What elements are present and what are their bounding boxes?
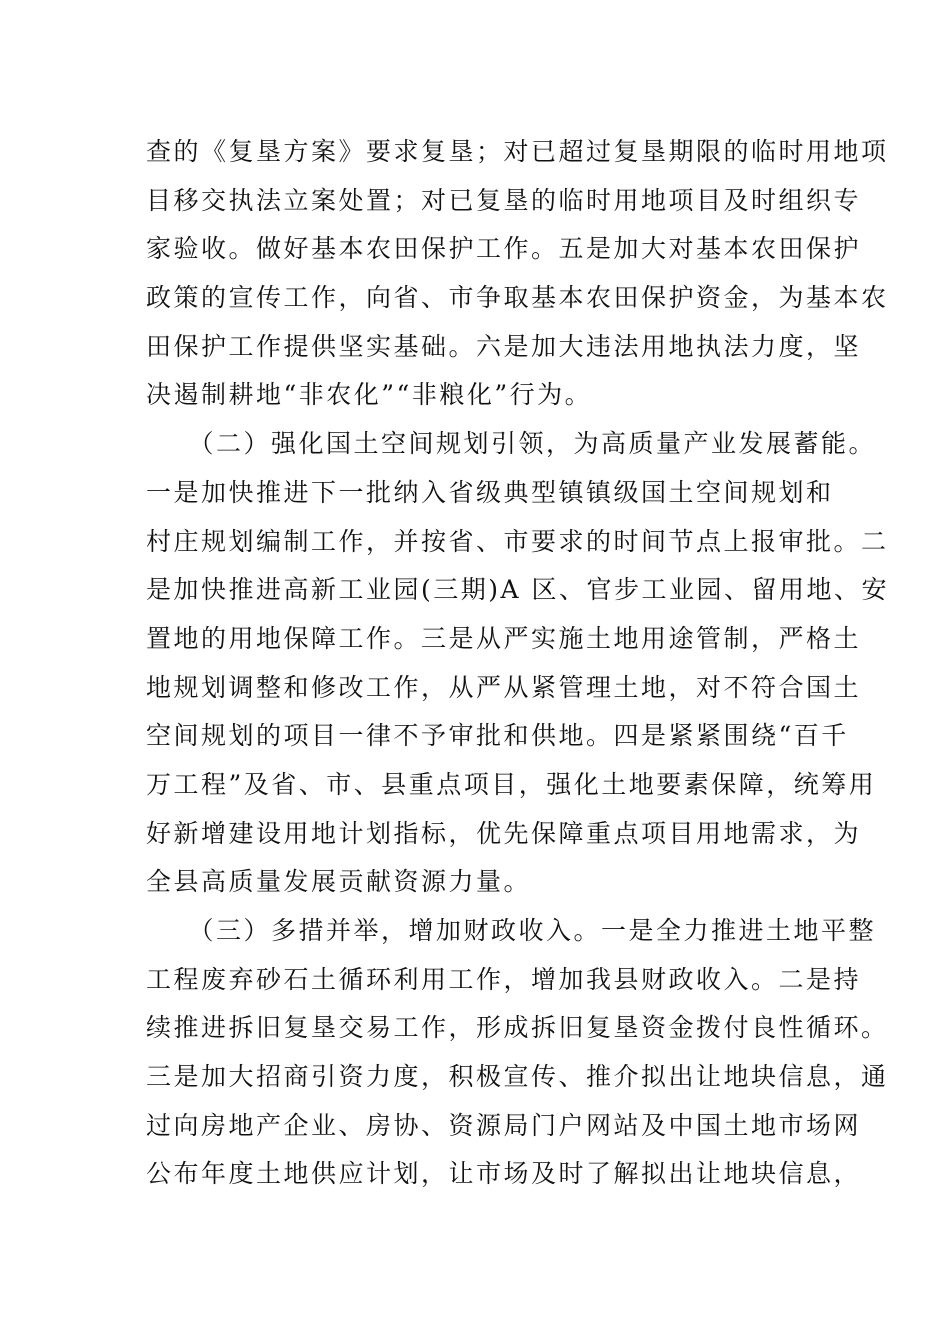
- text-line: 目移交执法立案处置；对已复垦的临时用地项目及时组织专: [146, 185, 862, 215]
- text-line: 公布年度土地供应计划，让市场及时了解拟出让地块信息，: [146, 1159, 862, 1189]
- text-line: 决遏制耕地“非农化”“非粮化”行为。: [146, 380, 593, 410]
- text-line: 置地的用地保障工作。三是从严实施土地用途管制，严格土: [146, 623, 862, 653]
- text-line: 田保护工作提供坚实基础。六是加大违法用地执法力度，坚: [146, 331, 862, 361]
- text-line: 政策的宣传工作，向省、市争取基本农田保护资金，为基本农: [146, 283, 889, 313]
- text-line: 村庄规划编制工作，并按省、市要求的时间节点上报审批。二: [146, 526, 889, 556]
- text-line: 全县高质量发展贡献资源力量。: [146, 867, 532, 897]
- section-heading-line: （三）多措并举，增加财政收入。一是全力推进土地平整: [146, 916, 877, 945]
- text-line: 家验收。做好基本农田保护工作。五是加大对基本农田保护: [146, 234, 862, 264]
- text-line: 过向房地产企业、房协、资源局门户网站及中国土地市场网: [146, 1110, 862, 1140]
- text-line: 续推进拆旧复垦交易工作，形成拆旧复垦资金拨付良性循环。: [146, 1013, 889, 1043]
- text-line: 工程废弃砂石土循环利用工作，增加我县财政收入。二是持: [146, 964, 862, 994]
- text-line: 三是加大招商引资力度，积极宣传、推介拟出让地块信息，通: [146, 1062, 889, 1092]
- section-heading-line: （二）强化国土空间规划引领，为高质量产业发展蓄能。: [146, 429, 877, 459]
- text-line: 一是加快推进下一批纳入省级典型镇镇级国土空间规划和: [146, 477, 834, 507]
- text-line: 万工程”及省、市、县重点项目，强化土地要素保障，统筹用: [146, 769, 877, 799]
- text-line: 是加快推进高新工业园(三期)A 区、官步工业园、留用地、安: [146, 575, 890, 605]
- text-line: 地规划调整和修改工作，从严从紧管理土地，对不符合国土: [146, 672, 862, 702]
- text-line: 查的《复垦方案》要求复垦；对已超过复垦期限的临时用地项: [146, 137, 889, 166]
- text-line: 空间规划的项目一律不予审批和供地。四是紧紧围绕“百千: [146, 721, 849, 751]
- body-text: [146, 128, 890, 1199]
- text-line: 好新增建设用地计划指标，优先保障重点项目用地需求，为: [146, 818, 862, 848]
